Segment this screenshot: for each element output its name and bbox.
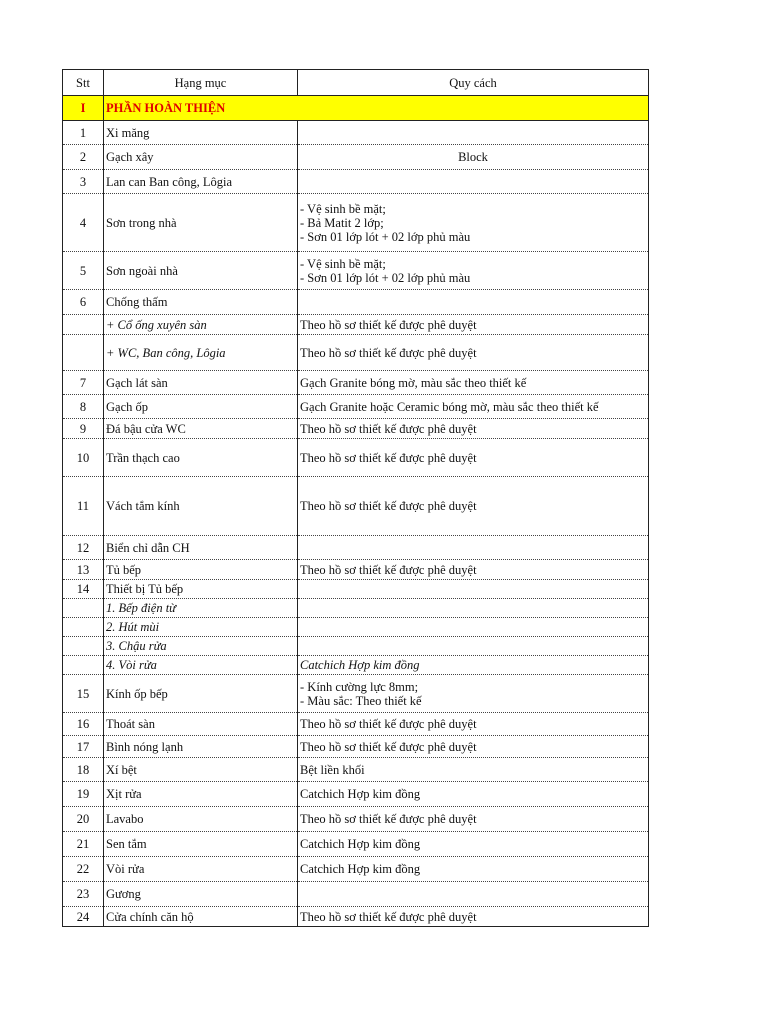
row-item: Lan can Ban công, Lôgia [104, 170, 298, 194]
row-stt [63, 335, 104, 371]
row-stt: 24 [63, 907, 104, 927]
row-item: Lavabo [104, 807, 298, 832]
row-stt: 16 [63, 713, 104, 736]
row-item: Gương [104, 882, 298, 907]
row-stt: 15 [63, 675, 104, 713]
row-stt: 22 [63, 857, 104, 882]
row-stt: 9 [63, 419, 104, 439]
row-spec: Catchich Hợp kim đồng [298, 656, 649, 675]
header-spec: Quy cách [298, 70, 649, 96]
row-item: Xí bệt [104, 758, 298, 782]
row-stt: 13 [63, 560, 104, 580]
row-spec: - Vệ sinh bề mặt; - Sơn 01 lớp lót + 02 lớp phủ màu [298, 252, 649, 290]
row-spec: - Kính cường lực 8mm; - Màu sắc: Theo thiết kế [298, 675, 649, 713]
row-item: 2. Hút mùi [104, 618, 298, 637]
section-title: PHẦN HOÀN THIỆN [104, 96, 649, 121]
row-spec: Theo hồ sơ thiết kế được phê duyệt [298, 419, 649, 439]
table-row [63, 758, 649, 782]
row-spec: Catchich Hợp kim đồng [298, 832, 649, 857]
table-row [63, 252, 649, 290]
row-stt: 5 [63, 252, 104, 290]
row-spec [298, 618, 649, 637]
table-row [63, 599, 649, 618]
table-row [63, 618, 649, 637]
row-stt: 7 [63, 371, 104, 395]
row-spec [298, 882, 649, 907]
row-item: + WC, Ban công, Lôgia [104, 335, 298, 371]
table-row [63, 439, 649, 477]
row-spec [298, 580, 649, 599]
row-item: 1. Bếp điện từ [104, 599, 298, 618]
row-stt: 18 [63, 758, 104, 782]
row-spec [298, 170, 649, 194]
row-stt: 11 [63, 477, 104, 536]
header-row [63, 70, 649, 96]
row-item: Biển chỉ dẫn CH [104, 536, 298, 560]
row-stt: 21 [63, 832, 104, 857]
row-item: 3. Chậu rửa [104, 637, 298, 656]
row-stt: 8 [63, 395, 104, 419]
row-stt [63, 656, 104, 675]
row-spec: Theo hồ sơ thiết kế được phê duyệt [298, 736, 649, 758]
row-item: Tủ bếp [104, 560, 298, 580]
row-spec: Bệt liền khối [298, 758, 649, 782]
row-spec [298, 290, 649, 315]
row-spec: Theo hồ sơ thiết kế được phê duyệt [298, 807, 649, 832]
row-stt [63, 315, 104, 335]
row-spec: Block [298, 145, 649, 170]
row-stt: 4 [63, 194, 104, 252]
row-spec [298, 536, 649, 560]
row-spec [298, 121, 649, 145]
row-spec: Gạch Granite hoặc Ceramic bóng mờ, màu sắc theo thiết kế [298, 395, 649, 419]
table-row [63, 580, 649, 599]
row-item: + Cổ ống xuyên sàn [104, 315, 298, 335]
row-spec: Theo hồ sơ thiết kế được phê duyệt [298, 477, 649, 536]
row-spec [298, 599, 649, 618]
table-row [63, 536, 649, 560]
row-item: Bình nóng lạnh [104, 736, 298, 758]
table-row [63, 395, 649, 419]
row-item: Gạch lát sàn [104, 371, 298, 395]
row-spec: Theo hồ sơ thiết kế được phê duyệt [298, 907, 649, 927]
row-item: Gạch ốp [104, 395, 298, 419]
row-stt: 23 [63, 882, 104, 907]
row-item: Sơn ngoài nhà [104, 252, 298, 290]
row-stt [63, 637, 104, 656]
table-row [63, 145, 649, 170]
row-item: 4. Vòi rửa [104, 656, 298, 675]
table-row [63, 807, 649, 832]
row-stt: 3 [63, 170, 104, 194]
row-item: Chống thấm [104, 290, 298, 315]
row-spec: Theo hồ sơ thiết kế được phê duyệt [298, 713, 649, 736]
row-item: Xi măng [104, 121, 298, 145]
table-row [63, 371, 649, 395]
row-stt: 10 [63, 439, 104, 477]
table-row [63, 560, 649, 580]
table-row [63, 736, 649, 758]
table-row [63, 194, 649, 252]
row-item: Sen tắm [104, 832, 298, 857]
row-stt: 12 [63, 536, 104, 560]
table-row [63, 477, 649, 536]
row-stt: 6 [63, 290, 104, 315]
table-row [63, 656, 649, 675]
table-row [63, 882, 649, 907]
section-row [63, 96, 649, 121]
row-item: Thoát sàn [104, 713, 298, 736]
row-item: Gạch xây [104, 145, 298, 170]
table-row [63, 315, 649, 335]
row-stt: 17 [63, 736, 104, 758]
row-item: Vách tắm kính [104, 477, 298, 536]
row-item: Vòi rửa [104, 857, 298, 882]
section-number: I [63, 96, 104, 121]
row-stt: 1 [63, 121, 104, 145]
table-row [63, 857, 649, 882]
row-spec: Catchich Hợp kim đồng [298, 857, 649, 882]
row-stt: 19 [63, 782, 104, 807]
row-stt: 14 [63, 580, 104, 599]
row-item: Đá bậu cửa WC [104, 419, 298, 439]
table-row [63, 832, 649, 857]
row-spec: Catchich Hợp kim đồng [298, 782, 649, 807]
table-row [63, 713, 649, 736]
row-spec: Gạch Granite bóng mờ, màu sắc theo thiết kế [298, 371, 649, 395]
row-item: Cửa chính căn hộ [104, 907, 298, 927]
row-stt [63, 599, 104, 618]
row-item: Xịt rửa [104, 782, 298, 807]
table-row [63, 907, 649, 927]
table-row [63, 675, 649, 713]
row-spec: - Vệ sinh bề mặt; - Bả Matit 2 lớp; - Sơn 01 lớp lót + 02 lớp phủ màu [298, 194, 649, 252]
row-stt: 2 [63, 145, 104, 170]
row-item: Kính ốp bếp [104, 675, 298, 713]
header-stt: Stt [63, 70, 104, 96]
row-item: Trần thạch cao [104, 439, 298, 477]
row-spec [298, 637, 649, 656]
table-row [63, 290, 649, 315]
table-row [63, 335, 649, 371]
table-row [63, 782, 649, 807]
row-spec: Theo hồ sơ thiết kế được phê duyệt [298, 560, 649, 580]
spec-table [62, 69, 649, 927]
table-row [63, 121, 649, 145]
table-row [63, 637, 649, 656]
table-row [63, 419, 649, 439]
row-spec: Theo hồ sơ thiết kế được phê duyệt [298, 439, 649, 477]
row-stt [63, 618, 104, 637]
row-spec: Theo hồ sơ thiết kế được phê duyệt [298, 335, 649, 371]
header-item: Hạng mục [104, 70, 298, 96]
row-item: Thiết bị Tủ bếp [104, 580, 298, 599]
row-spec: Theo hồ sơ thiết kế được phê duyệt [298, 315, 649, 335]
table-row [63, 170, 649, 194]
row-stt: 20 [63, 807, 104, 832]
row-item: Sơn trong nhà [104, 194, 298, 252]
